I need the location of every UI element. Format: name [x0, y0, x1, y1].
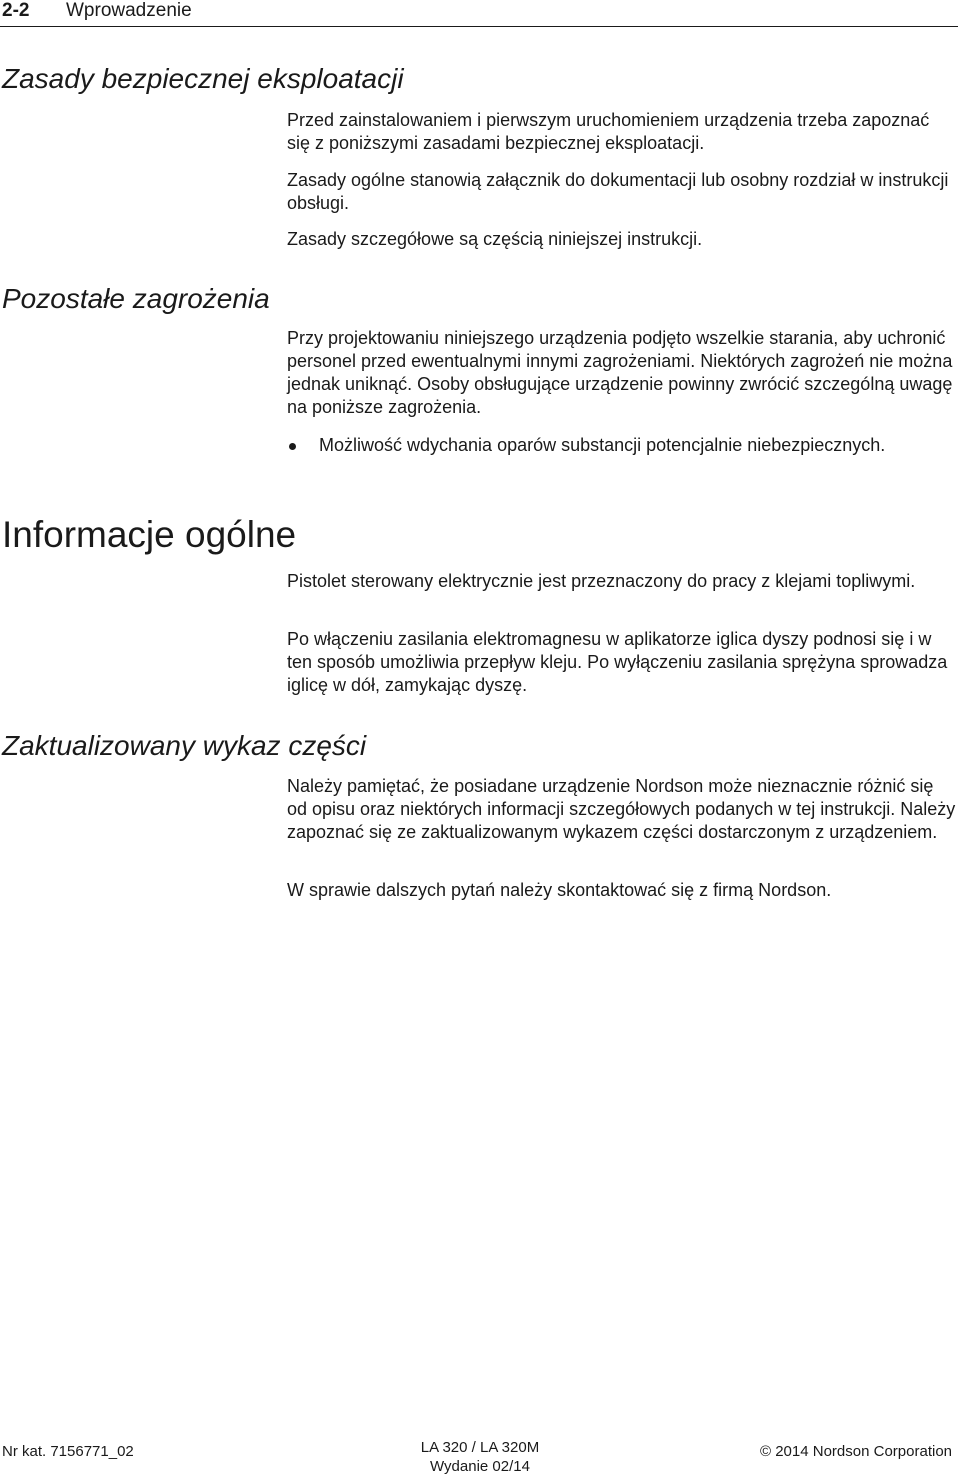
safety-heading: Zasady bezpiecznej eksploatacji	[2, 63, 404, 94]
header-divider	[0, 26, 958, 27]
residual-risks-heading: Pozostałe zagrożenia	[2, 283, 270, 314]
general-info-heading: Informacje ogólne	[2, 514, 297, 555]
parts-list-heading: Zaktualizowany wykaz części	[2, 730, 367, 761]
footer-edition: Wydanie 02/14	[430, 1458, 530, 1475]
footer-model: LA 320 / LA 320M	[420, 1439, 540, 1456]
general-info-paragraph-2: Po włączeniu zasilania elektromagnesu w aplikatorze iglica dyszy podnosi się i w ten sposób umożliwia przepływ kleju. Po wyłączeniu zasilania sprężyna sprowadza iglicę w dół, zamykając dyszę.	[287, 629, 948, 695]
list-item	[287, 434, 957, 457]
bullet-text: Możliwość wdychania oparów substancji potencjalnie niebezpiecznych.	[319, 435, 886, 455]
section-title: Wprowadzenie	[66, 0, 192, 21]
safety-paragraph-3: Zasady szczegółowe są częścią niniejszej instrukcji.	[287, 229, 703, 249]
parts-list-paragraph-1: Należy pamiętać, że posiadane urządzenie Nordson może nieznacznie różnić się od opisu oraz niektórych informacji szczegółowych podanych w tej instrukcji. Należy zapoznać się ze zaktualizowanym wykazem części dostarczonym z urządzeniem.	[287, 776, 956, 842]
bullet-icon	[289, 443, 296, 450]
residual-risks-paragraph: Przy projektowaniu niniejszego urządzenia podjęto wszelkie starania, aby uchronić personel przed ewentualnymi innymi zagrożeniami. Niektórych zagrożeń nie można jednak uniknąć. Osoby obsługujące urządzenie powinny zwrócić szczególną uwagę na poniższe zagrożenia.	[287, 328, 953, 417]
footer-catalog-number: Nr kat. 7156771_02	[2, 1443, 134, 1460]
parts-list-paragraph-2: W sprawie dalszych pytań należy skontaktować się z firmą Nordson.	[287, 880, 832, 900]
safety-paragraph-2: Zasady ogólne stanowią załącznik do dokumentacji lub osobny rozdział w instrukcji obsługi.	[287, 170, 949, 213]
general-info-paragraph-1: Pistolet sterowany elektrycznie jest przeznaczony do pracy z klejami topliwymi.	[287, 571, 916, 591]
safety-paragraph-1: Przed zainstalowaniem i pierwszym uruchomieniem urządzenia trzeba zapoznać się z poniższymi zasadami bezpiecznej eksploatacji.	[287, 110, 930, 153]
footer-copyright: © 2014 Nordson Corporation	[760, 1443, 952, 1460]
page-number: 2-2	[2, 0, 30, 21]
